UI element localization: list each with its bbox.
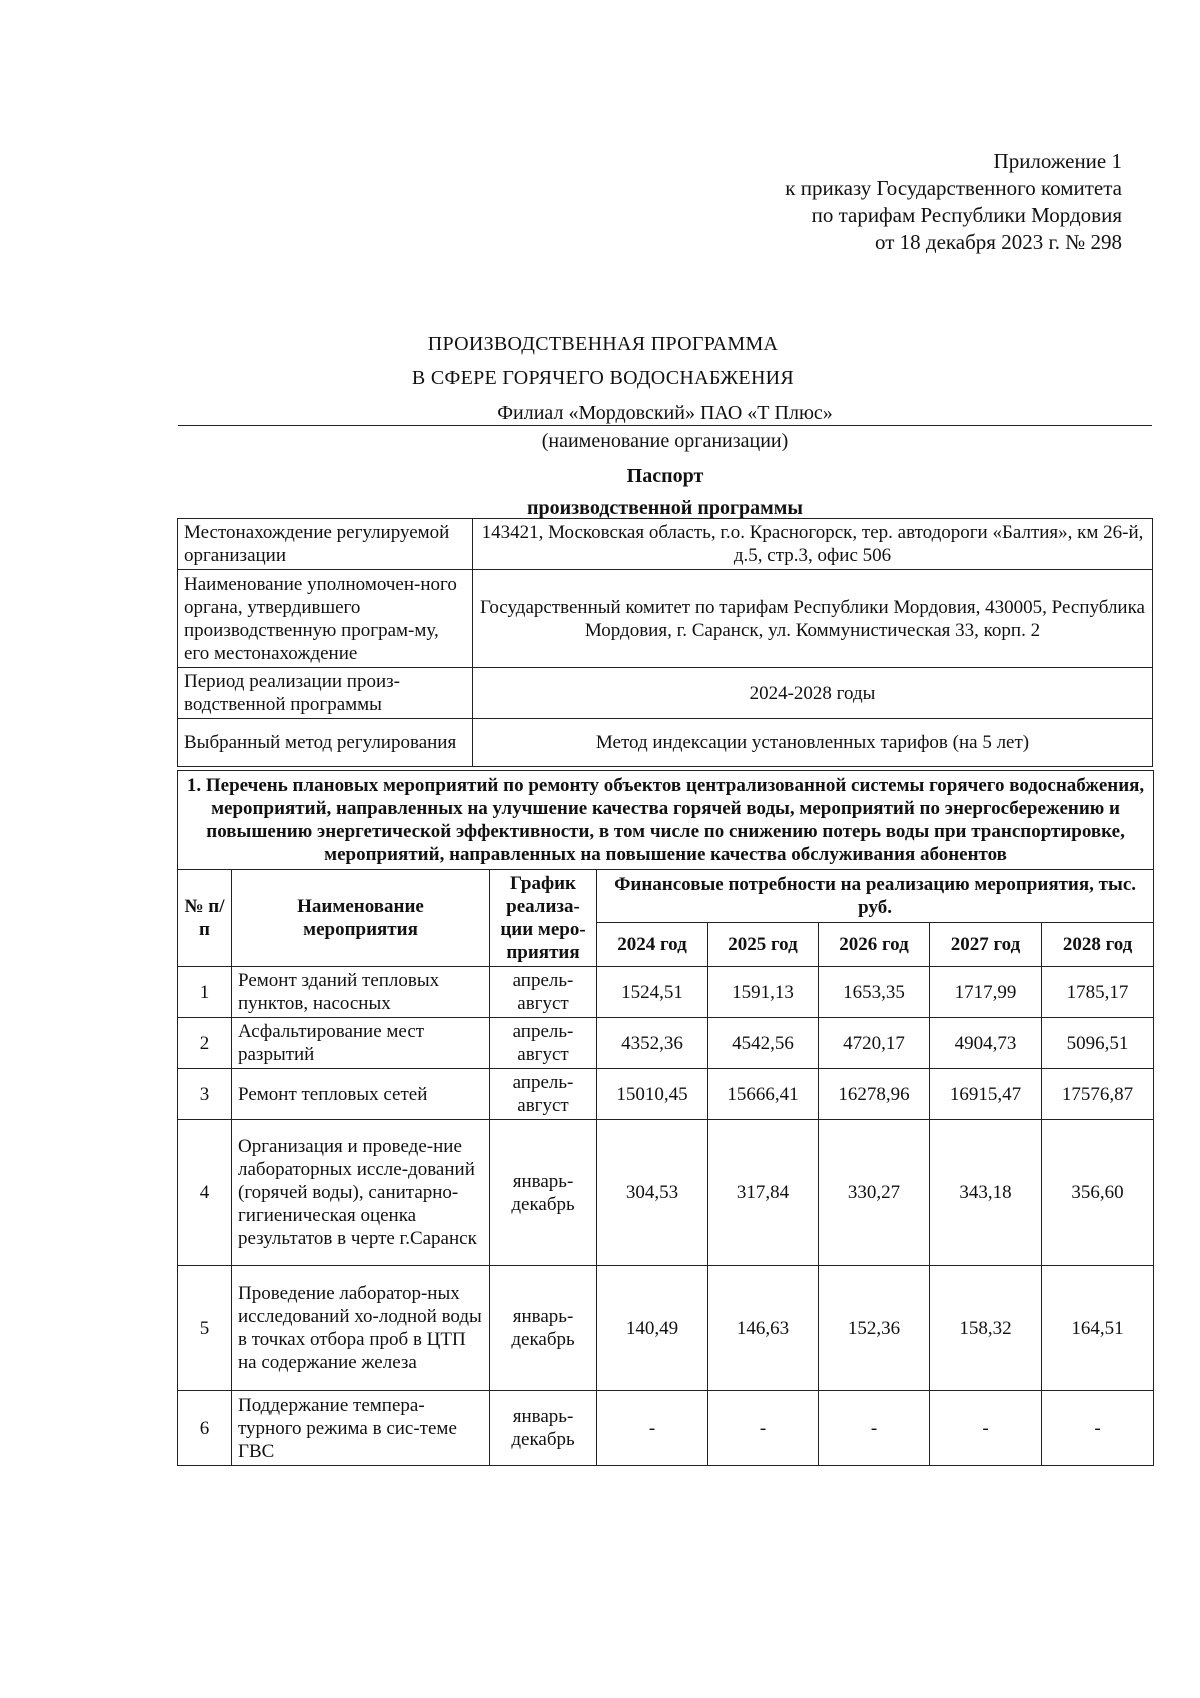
header-row (178, 870, 1154, 923)
row-value: 4904,73 (930, 1018, 1042, 1069)
row-value: 356,60 (1042, 1120, 1154, 1266)
row-value: 304,53 (597, 1120, 708, 1266)
passport-row (178, 719, 1153, 767)
row-name: Проведение лаборатор-ных исследований хо-лодной воды в точках отбора проб в ЦТП на содержание железа (232, 1266, 490, 1391)
table-row (178, 1120, 1154, 1266)
passport-value: Метод индексации установленных тарифов (на 5 лет) (473, 719, 1153, 767)
organization-name: Филиал «Мордовский» ПАО «Т Плюс» (497, 402, 833, 424)
program-title-line: ПРОИЗВОДСТВЕННАЯ ПРОГРАММА (427, 333, 779, 355)
passport-value: 2024-2028 годы (473, 668, 1153, 719)
header-schedule: График реализа-ции меро-приятия (490, 870, 597, 967)
row-value: 16915,47 (930, 1069, 1042, 1120)
row-schedule: апрель-август (490, 1069, 597, 1120)
row-value: 1524,51 (597, 967, 708, 1018)
approval-line: Приложение 1 (993, 149, 1122, 173)
header-year: 2024 год (597, 923, 708, 967)
row-value: 146,63 (708, 1266, 819, 1391)
row-value: 5096,51 (1042, 1018, 1154, 1069)
section-heading-row (178, 771, 1154, 870)
row-schedule: апрель-август (490, 1018, 597, 1069)
row-num: 4 (178, 1120, 232, 1266)
row-value: 4352,36 (597, 1018, 708, 1069)
passport-key: Период реализации произ-водственной программы (178, 668, 473, 719)
passport-key: Выбранный метод регулирования (178, 719, 473, 767)
passport-key: Местонахождение регулируемой организации (178, 519, 473, 570)
passport-key: Наименование уполномочен-ного органа, утвердившего производственную програм-му, его местонахождение (178, 570, 473, 668)
passport-title-line: Паспорт (626, 465, 704, 487)
row-num: 5 (178, 1266, 232, 1391)
row-num: 2 (178, 1018, 232, 1069)
row-schedule: январь-декабрь (490, 1391, 597, 1466)
approval-line: по тарифам Республики Мордовия (811, 203, 1122, 227)
program-title (178, 327, 1028, 395)
row-value: - (819, 1391, 930, 1466)
organization-underline (178, 425, 1152, 426)
table-row (178, 1391, 1154, 1466)
approval-line: к приказу Государственного комитета (785, 176, 1122, 200)
row-value: 17576,87 (1042, 1069, 1154, 1120)
row-schedule: январь-декабрь (490, 1120, 597, 1266)
row-value: 330,27 (819, 1120, 930, 1266)
row-value: 15666,41 (708, 1069, 819, 1120)
row-value: - (1042, 1391, 1154, 1466)
table-row (178, 1018, 1154, 1069)
row-value: - (708, 1391, 819, 1466)
organization-caption: (наименование организации) (541, 430, 789, 452)
row-name: Ремонт тепловых сетей (232, 1069, 490, 1120)
row-value: 317,84 (708, 1120, 819, 1266)
table-row (178, 967, 1154, 1018)
header-year: 2028 год (1042, 923, 1154, 967)
row-value: 1653,35 (819, 967, 930, 1018)
row-name: Поддержание темпера-турного режима в сис-теме ГВС (232, 1391, 490, 1466)
row-value: 1785,17 (1042, 967, 1154, 1018)
passport-title (178, 460, 1152, 524)
row-value: 158,32 (930, 1266, 1042, 1391)
passport-row (178, 519, 1153, 570)
row-name: Асфальтирование мест разрытий (232, 1018, 490, 1069)
passport-value: Государственный комитет по тарифам Республики Мордовия, 430005, Республика Мордовия, г. Саранск, ул. Коммунистическая 33, корп. 2 (473, 570, 1153, 668)
row-num: 3 (178, 1069, 232, 1120)
header-year: 2026 год (819, 923, 930, 967)
row-value: 15010,45 (597, 1069, 708, 1120)
row-value: 1717,99 (930, 967, 1042, 1018)
row-value: 16278,96 (819, 1069, 930, 1120)
row-schedule: январь-декабрь (490, 1266, 597, 1391)
header-year: 2027 год (930, 923, 1042, 967)
row-value: - (930, 1391, 1042, 1466)
row-num: 6 (178, 1391, 232, 1466)
program-title-line: В СФЕРЕ ГОРЯЧЕГО ВОДОСНАБЖЕНИЯ (411, 367, 795, 389)
header-finance: Финансовые потребности на реализацию мероприятия, тыс. руб. (597, 870, 1154, 923)
row-schedule: апрель-август (490, 967, 597, 1018)
passport-value: 143421, Московская область, г.о. Красногорск, тер. автодороги «Балтия», км 26-й, д.5, стр.3, офис 506 (473, 519, 1153, 570)
header-name: Наименование мероприятия (232, 870, 490, 967)
events-table (177, 770, 1154, 1466)
header-year: 2025 год (708, 923, 819, 967)
row-value: 140,49 (597, 1266, 708, 1391)
passport-row (178, 570, 1153, 668)
table-row (178, 1266, 1154, 1391)
passport-row (178, 668, 1153, 719)
section-heading: 1. Перечень плановых мероприятий по ремонту объектов централизованной системы горячего водоснабжения, мероприятий, направленных на улучшение качества горячей воды, мероприятий по энергосбережению и повышению энергетической эффективности, в том числе по снижению потерь воды при транспортировке, мероприятий, направленных на повышение качества обслуживания абонентов (178, 771, 1154, 870)
passport-title-line: производственной программы (526, 497, 804, 519)
row-name: Организация и проведе-ние лабораторных иссле-дований (горячей воды), санитарно-гигиеническая оценка результатов в черте г.Саранск (232, 1120, 490, 1266)
row-value: 152,36 (819, 1266, 930, 1391)
row-value: - (597, 1391, 708, 1466)
passport-table (177, 518, 1153, 767)
approval-block (785, 148, 1122, 256)
row-name: Ремонт зданий тепловых пунктов, насосных (232, 967, 490, 1018)
row-value: 4720,17 (819, 1018, 930, 1069)
table-row (178, 1069, 1154, 1120)
row-value: 164,51 (1042, 1266, 1154, 1391)
row-num: 1 (178, 967, 232, 1018)
header-num: № п/п (178, 870, 232, 967)
row-value: 4542,56 (708, 1018, 819, 1069)
approval-line: от 18 декабря 2023 г. № 298 (875, 230, 1122, 254)
row-value: 343,18 (930, 1120, 1042, 1266)
row-value: 1591,13 (708, 967, 819, 1018)
